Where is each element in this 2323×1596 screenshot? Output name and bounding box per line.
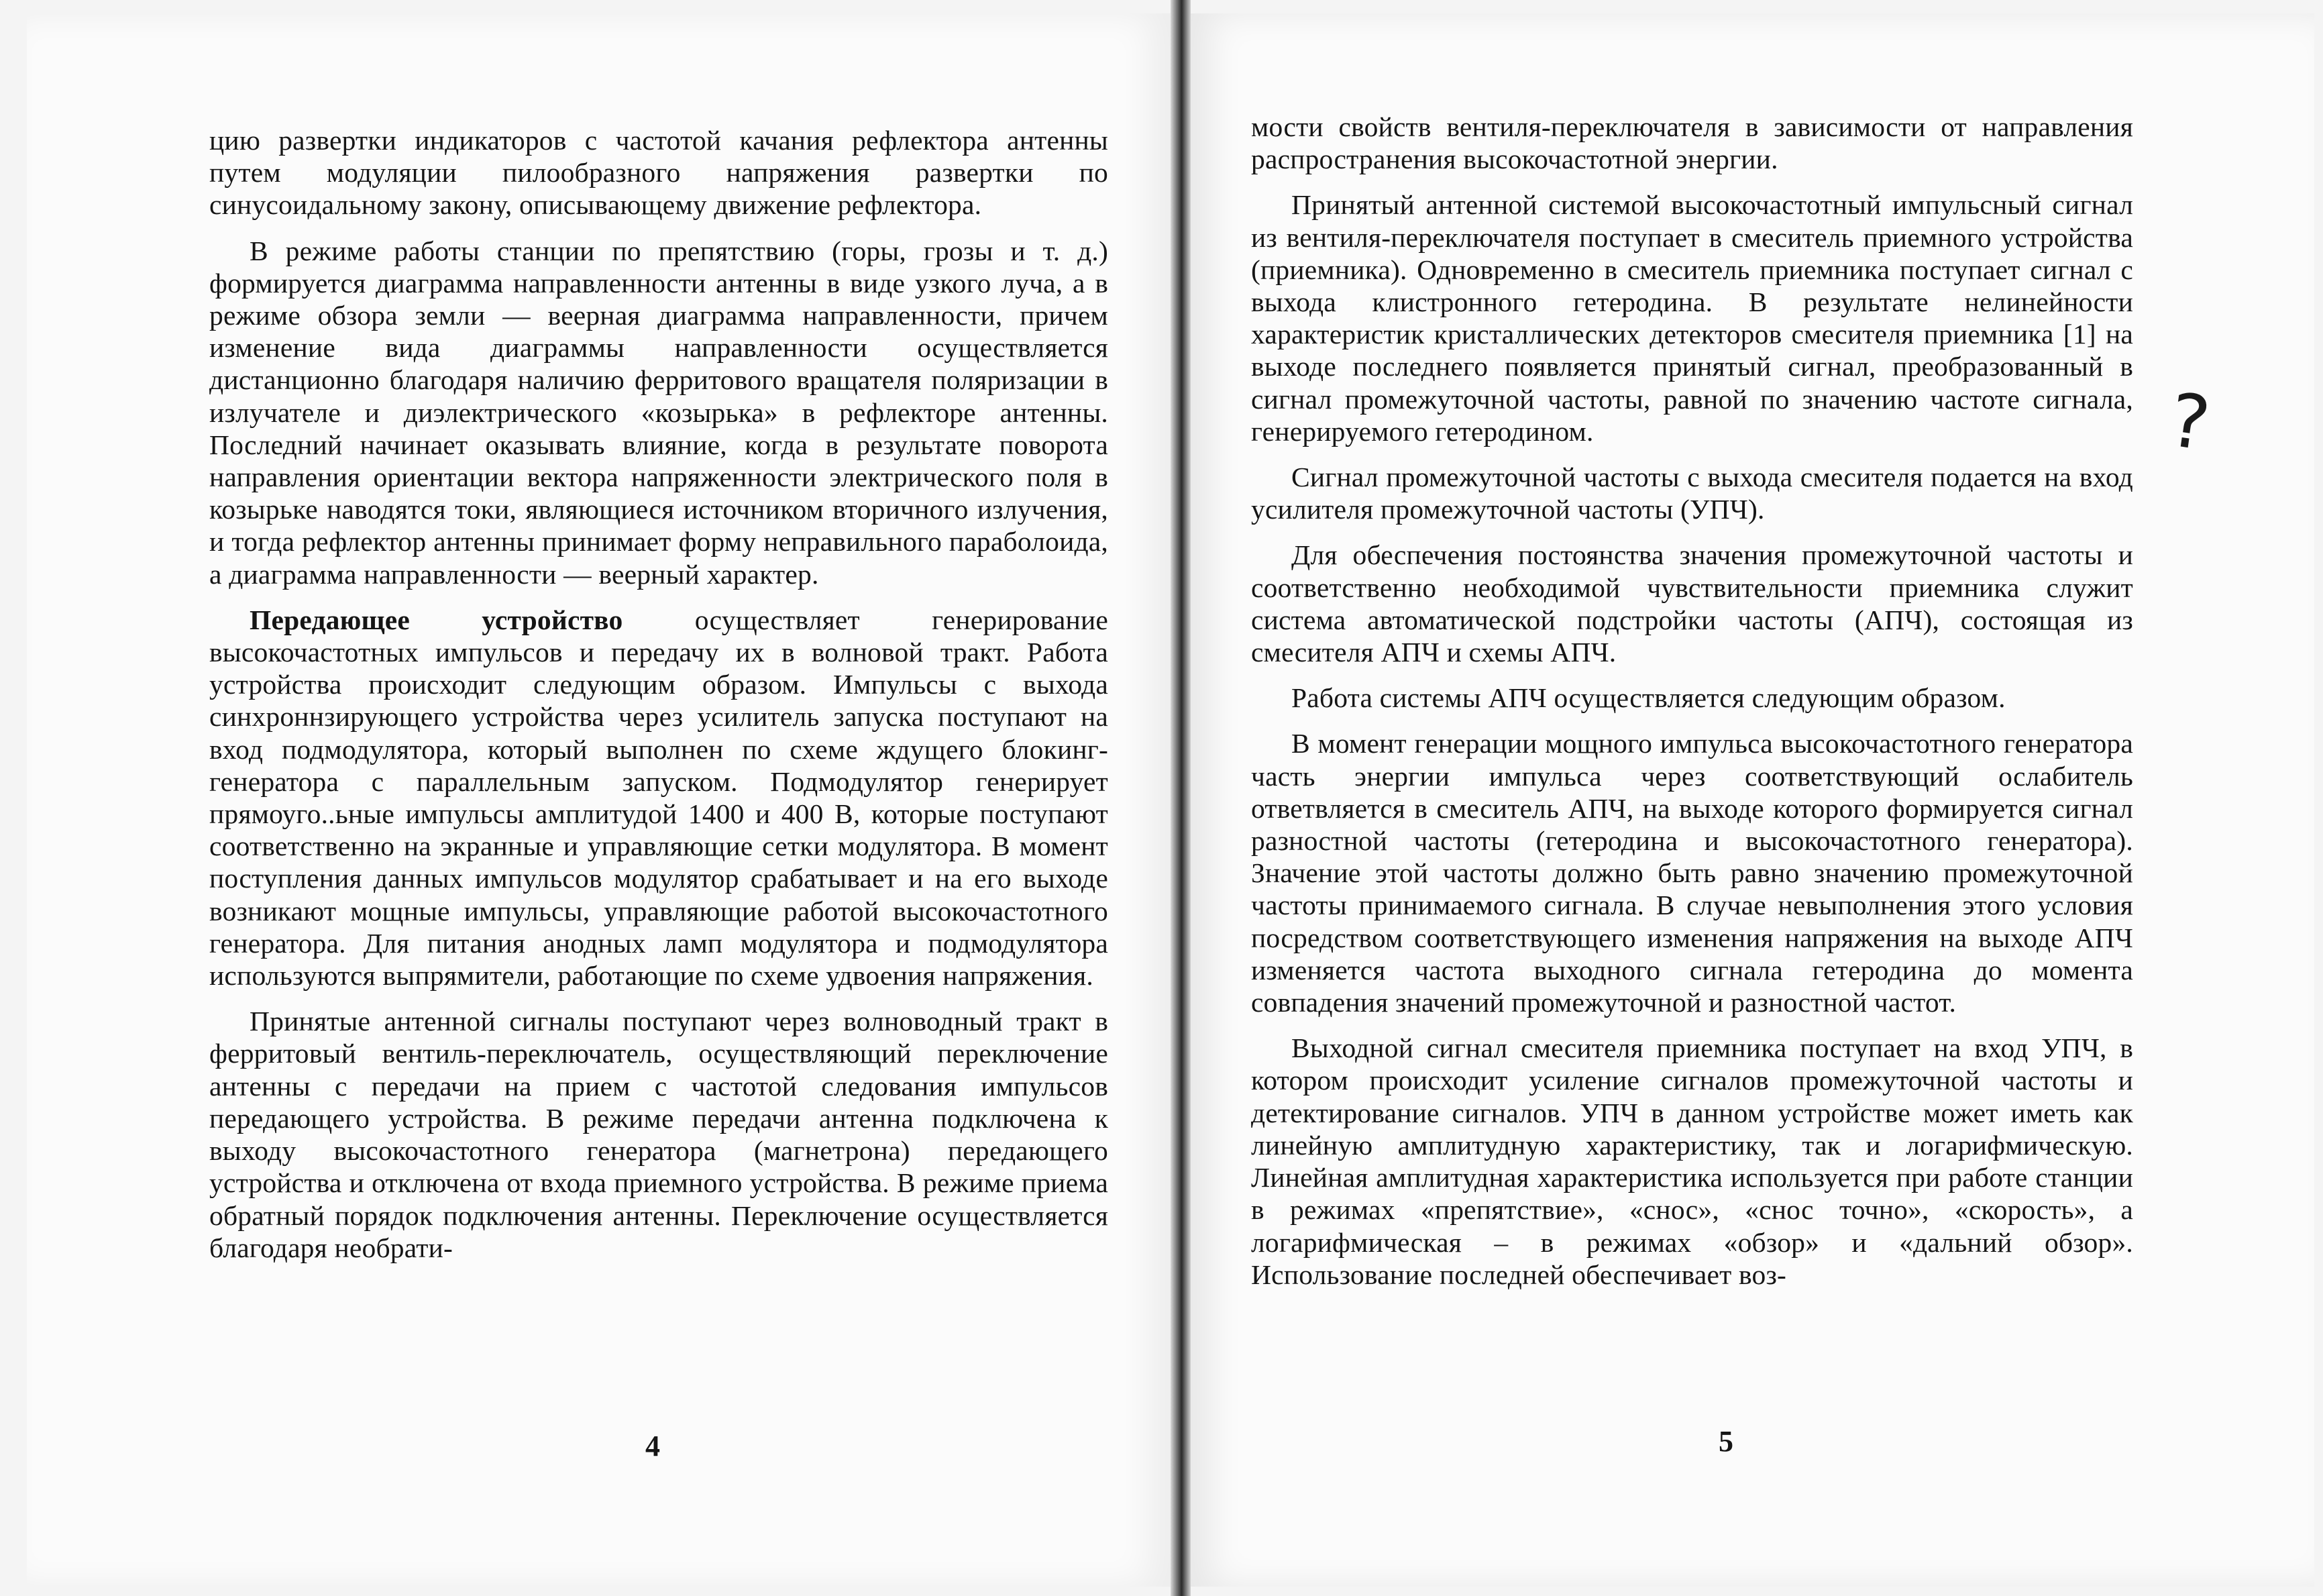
left-page [27, 13, 1171, 1587]
paragraph: Принятый антенной системой высокочастотный импульсный сигнал из вентиля-переключателя поступает в смеситель приемного устройства (приемника). Одновременно в смеситель приемника поступает сигнал с выхода клистронного гетеродина. В результате нелинейности характеристик кристаллических детекторов смесителя приемника [1] на выходе последнего появляется принятый сигнал, преобразованный в сигнал промежуточной частоты, равной по значению частоте сигнала, генерируемого гетеродином. [1251, 189, 2133, 447]
paragraph: мости свойств вентиля-переключателя в зависимости от направления распространения высокочастотной энергии. [1251, 111, 2133, 175]
paragraph: В момент генерации мощного импульса высокочастотного генератора часть энергии импульса через соответствующий ослабитель ответвляется в смеситель АПЧ, на выходе которого формируется сигнал разностной частоты (гетеродина и высокочастотного генератора). Значение этой частоты должно быть равно значению промежуточной частоты принимаемого сигнала. В случае невыполнения этого условия посредством соответствующего изменения напряжения на выходе АПЧ изменяется частота выходного сигнала гетеродина до момента совпадения значений промежуточной и разностной частот. [1251, 728, 2133, 1018]
paragraph-body: осуществляет генерирование высокочастотных импульсов и передачу их в волновой тракт. Работа устройства происходит следующим образом. Импульсы с выхода синхроннзирующего устройства через усилитель запуска поступают на вход подмодулятора, который выполнен по схеме ждущего блокинг-генератора с параллельным запуском. Подмодулятор генерирует прямоуго..ьные импульсы амплитудой 1400 и 400 В, которые поступают соответственно на экранные и управляющие сетки модулятора. В момент поступления данных импульсов модулятор срабатывает и на его выходе возникают мощные импульсы, управляющие работой высокочастотного генератора. Для питания анодных ламп модулятора и подмодулятора используются выпрямители, работающие по схеме удвоения напряжения. [209, 604, 1108, 992]
page-number: 4 [645, 1430, 660, 1462]
paragraph: Выходной сигнал смесителя приемника поступает на вход УПЧ, в котором происходит усиление сигналов промежуточной частоты и детектирование сигналов. УПЧ в данном устройстве может иметь как линейную амплитудную характеристику, так и логарифмическую. Линейная амплитудная характеристика используется при работе станции в режимах «препятствие», «снос», «снос точно», «скорость», а логарифмическая – в режимах «обзор» и «дальний обзор». Использование последней обеспечивает воз- [1251, 1032, 2133, 1290]
paragraph: Сигнал промежуточной частоты с выхода смесителя подается на вход усилителя промежуточной частоты (УПЧ). [1251, 462, 2133, 525]
paragraph [209, 604, 1108, 992]
paragraph: Работа системы АПЧ осуществляется следующим образом. [1291, 682, 2006, 714]
left-page-text [209, 124, 1108, 1277]
lead-term: Передающее устройство [250, 604, 623, 635]
paragraph: Принятые антенной сигналы поступают через волноводный тракт в ферритовый вентиль-переключатель, осуществляющий переключение антенны с передачи на прием с частотой следования импульсов передающего устройства. В режиме передачи антенна подключена к выходу высокочастотного генератора (магнетрона) передающего устройства и отключена от входа приемного устройства. В режиме приема обратный порядок подключения антенны. Переключение осуществляется благодаря необрати- [209, 1006, 1108, 1263]
paragraph: цию развертки индикаторов с частотой качания рефлектора антенны путем модуляции пилообразного напряжения развертки по синусоидальному закону, описывающему движение рефлектора. [209, 125, 1108, 221]
book-gutter [1171, 0, 1191, 1596]
paragraph: В режиме работы станции по препятствию (горы, грозы и т. д.) формируется диаграмма направленности антенны в виде узкого луча, а в режиме обзора земли — веерная диаграмма направленности, причем изменение вида диаграммы направленности осуществляется дистанционно благодаря наличию ферритового вращателя поляризации в излучателе и диэлектрического «козырька» в рефлекторе антенны. Последний начинает оказывать влияние, когда в результате поворота направления ориентации вектора напряженности электрического поля в козырьке наводятся токи, являющиеся источником вторичного излучения, и тогда рефлектор антенны принимает форму неправильного параболоида, а диаграмма направленности — веерный характер. [209, 235, 1108, 590]
right-page-text [1251, 111, 2133, 1304]
paragraph: Для обеспечения постоянства значения промежуточной частоты и соответственно необходимой чувствительности приемника служит система автоматической подстройки частоты (АПЧ), состоящая из смесителя АПЧ и схемы АПЧ. [1251, 539, 2133, 668]
page-number: 5 [1719, 1425, 1733, 1458]
handwritten-question-mark: ? [2164, 376, 2216, 468]
right-page [1191, 13, 2314, 1587]
